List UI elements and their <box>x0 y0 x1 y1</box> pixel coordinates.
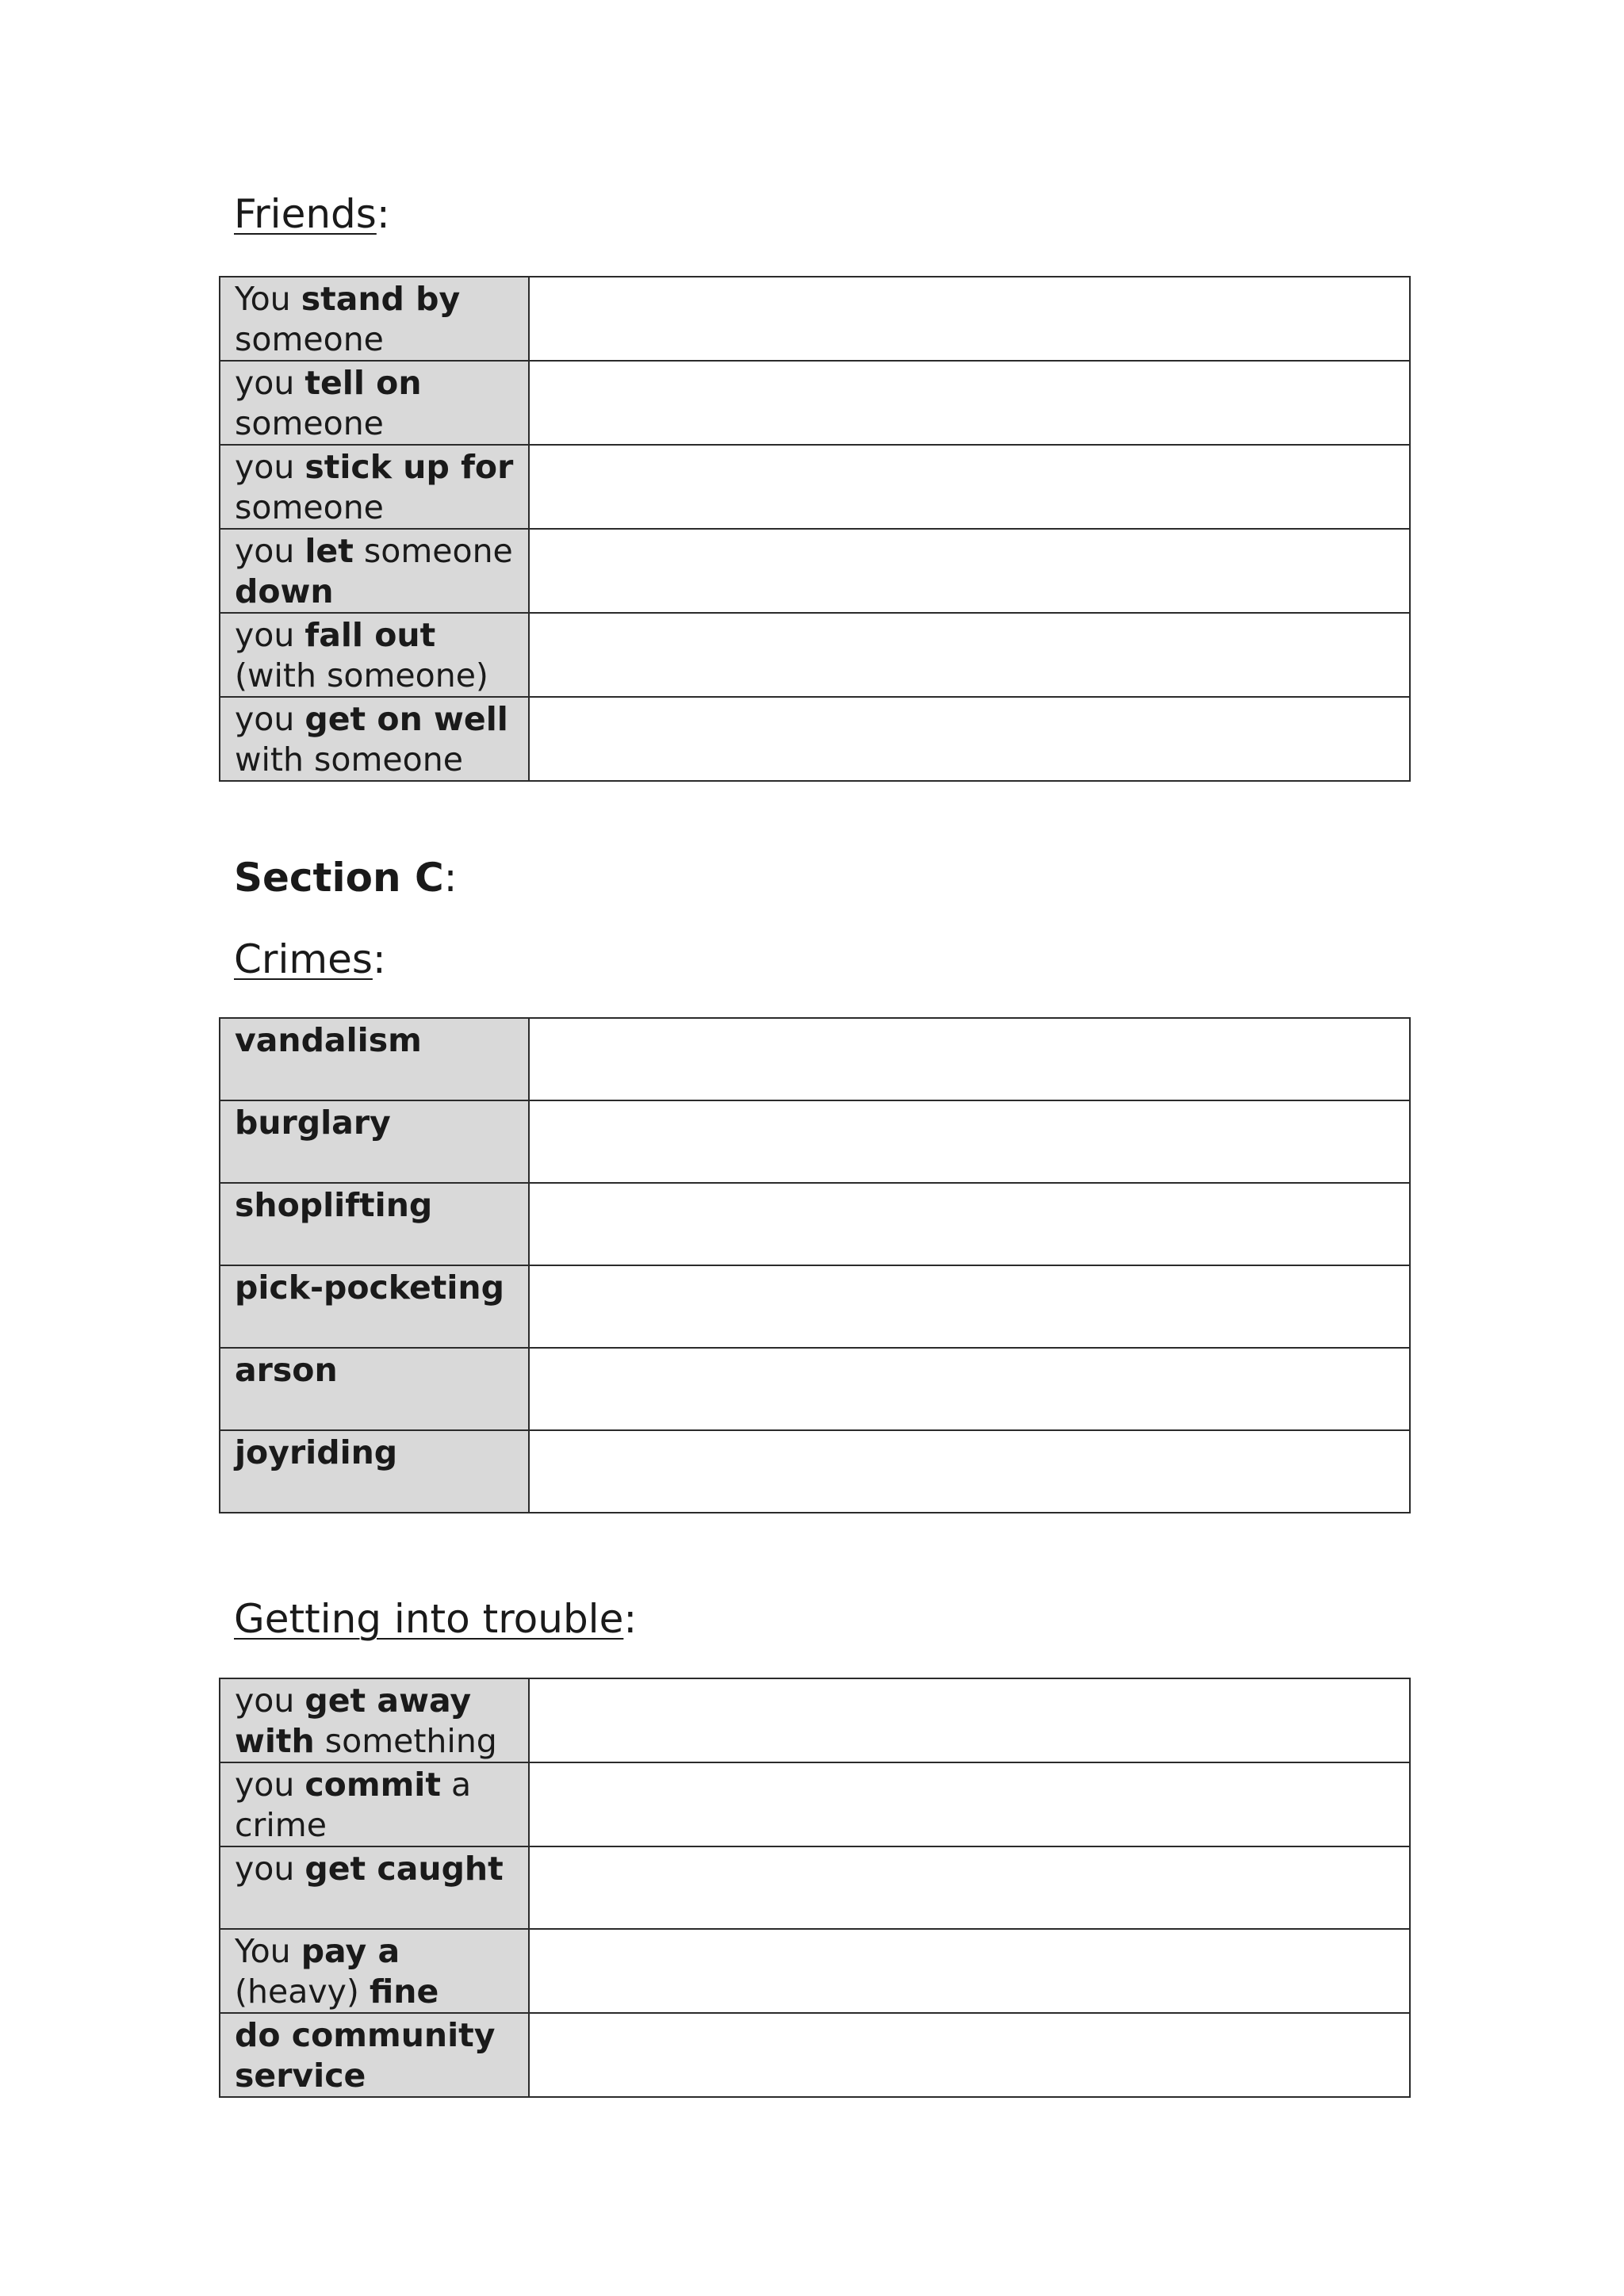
term-text: You <box>235 1932 301 1970</box>
table-row <box>220 1430 1410 1513</box>
table-row <box>220 1929 1410 2013</box>
term-keyword: pick-pocketing <box>235 1269 504 1307</box>
table-row <box>220 1846 1410 1929</box>
term-text: you <box>235 1766 305 1804</box>
term-cell <box>220 361 529 445</box>
term-text: You <box>235 280 301 318</box>
friends-heading-text: Friends <box>234 191 377 237</box>
term-text: you <box>235 448 305 486</box>
crimes-heading-text: Crimes <box>234 936 373 982</box>
term-cell <box>220 1762 529 1846</box>
answer-cell[interactable] <box>529 1183 1410 1265</box>
term-keyword: get caught <box>304 1850 504 1888</box>
crimes-table-body <box>220 1018 1410 1513</box>
term-keyword: tell on <box>304 364 422 402</box>
table-row <box>220 1762 1410 1846</box>
trouble-table-body <box>220 1678 1410 2097</box>
term-cell <box>220 1929 529 2013</box>
term-text: you <box>235 616 305 654</box>
term-text: with someone <box>235 740 463 779</box>
answer-cell[interactable] <box>529 1348 1410 1430</box>
term-keyword: fine <box>369 1973 439 2011</box>
table-row <box>220 1678 1410 1762</box>
answer-cell[interactable] <box>529 2013 1410 2097</box>
table-row <box>220 361 1410 445</box>
term-text: you <box>235 364 305 402</box>
answer-cell[interactable] <box>529 1678 1410 1762</box>
table-row <box>220 697 1410 781</box>
section-c-colon: : <box>443 855 458 901</box>
term-cell <box>220 1018 529 1100</box>
term-cell <box>220 1846 529 1929</box>
crimes-table <box>219 1017 1411 1513</box>
term-keyword: stick up for <box>304 448 514 486</box>
table-row <box>220 2013 1410 2097</box>
answer-cell[interactable] <box>529 529 1410 613</box>
term-cell <box>220 1100 529 1183</box>
term-keyword: vandalism <box>235 1021 422 1059</box>
table-row <box>220 613 1410 697</box>
answer-cell[interactable] <box>529 361 1410 445</box>
term-text: someone <box>353 532 513 570</box>
friends-table <box>219 276 1411 782</box>
answer-cell[interactable] <box>529 1929 1410 2013</box>
table-row <box>220 1183 1410 1265</box>
term-cell <box>220 529 529 613</box>
answer-cell[interactable] <box>529 1265 1410 1348</box>
answer-cell[interactable] <box>529 1100 1410 1183</box>
trouble-heading-text: Getting into trouble <box>234 1596 624 1642</box>
table-row <box>220 529 1410 613</box>
term-keyword: stand by <box>301 280 461 318</box>
term-keyword: do community service <box>235 2016 496 2095</box>
term-text: someone <box>235 488 384 526</box>
answer-cell[interactable] <box>529 1762 1410 1846</box>
answer-cell[interactable] <box>529 1430 1410 1513</box>
term-keyword: arson <box>235 1351 338 1389</box>
friends-heading-colon: : <box>376 191 390 237</box>
table-row <box>220 1100 1410 1183</box>
trouble-heading-colon: : <box>623 1596 638 1642</box>
answer-cell[interactable] <box>529 613 1410 697</box>
term-cell <box>220 2013 529 2097</box>
trouble-table <box>219 1678 1411 2098</box>
term-text: a crime <box>235 1766 472 1844</box>
term-keyword: down <box>235 572 334 610</box>
trouble-heading <box>234 1595 637 1643</box>
term-text: (heavy) <box>235 1973 370 2011</box>
term-keyword: get on well <box>304 700 508 738</box>
term-cell <box>220 277 529 361</box>
term-text: you <box>235 532 305 570</box>
term-cell <box>220 445 529 529</box>
section-c-heading <box>234 854 458 901</box>
friends-heading <box>234 190 390 238</box>
table-row <box>220 445 1410 529</box>
table-row <box>220 1348 1410 1430</box>
term-cell <box>220 613 529 697</box>
crimes-heading <box>234 936 386 983</box>
answer-cell[interactable] <box>529 445 1410 529</box>
term-keyword: fall out <box>304 616 436 654</box>
term-keyword: get away with <box>235 1682 472 1760</box>
term-text: (with someone) <box>235 656 488 695</box>
term-cell <box>220 1348 529 1430</box>
crimes-heading-colon: : <box>372 936 386 982</box>
answer-cell[interactable] <box>529 697 1410 781</box>
table-row <box>220 1018 1410 1100</box>
term-keyword: commit <box>304 1766 441 1804</box>
term-text: someone <box>235 320 384 358</box>
term-keyword: let <box>304 532 354 570</box>
answer-cell[interactable] <box>529 1018 1410 1100</box>
friends-table-body <box>220 277 1410 781</box>
term-text: someone <box>235 404 384 442</box>
term-cell <box>220 697 529 781</box>
term-text: something <box>314 1722 497 1760</box>
term-text: you <box>235 1682 305 1720</box>
table-row <box>220 277 1410 361</box>
term-text: you <box>235 700 305 738</box>
term-cell <box>220 1430 529 1513</box>
term-keyword: burglary <box>235 1104 391 1142</box>
answer-cell[interactable] <box>529 1846 1410 1929</box>
term-cell <box>220 1183 529 1265</box>
section-c-label: Section C <box>234 855 444 901</box>
answer-cell[interactable] <box>529 277 1410 361</box>
term-text: you <box>235 1850 305 1888</box>
term-cell <box>220 1678 529 1762</box>
term-keyword: pay a <box>301 1932 400 1970</box>
term-keyword: joyriding <box>235 1433 398 1471</box>
table-row <box>220 1265 1410 1348</box>
term-cell <box>220 1265 529 1348</box>
term-keyword: shoplifting <box>235 1186 433 1224</box>
